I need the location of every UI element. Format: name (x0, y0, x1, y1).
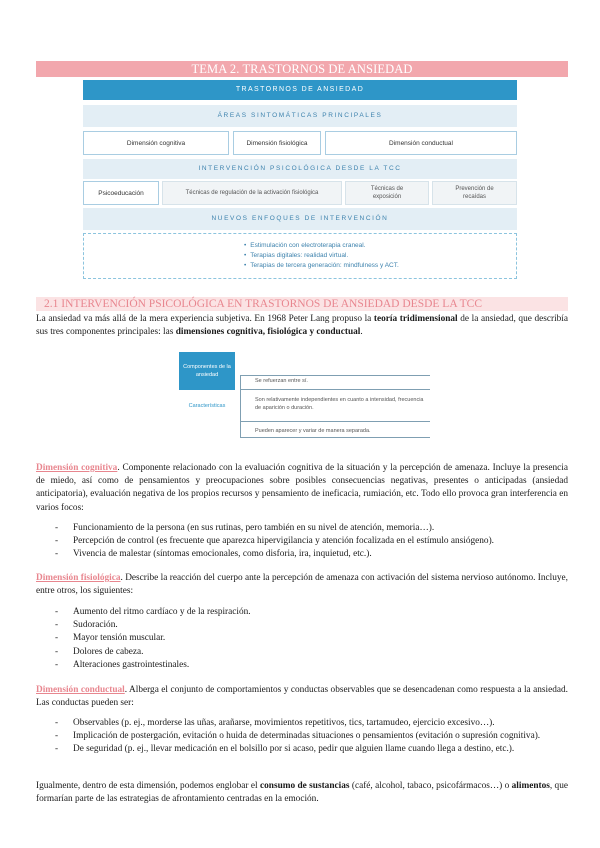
list-item: - Alteraciones gastrointestinales. (36, 659, 568, 672)
characteristic-row: Son relativamente independientes en cuanto a intensidad, frecuencia de aparición o duración. (255, 397, 424, 411)
intervention-exposicion: Técnicas de exposición (345, 181, 429, 205)
components-box: Componentes de la ansiedad (179, 352, 235, 390)
list-item: - Implicación de postergación, evitación o huida de determinadas situaciones o pensamientos (evitación o supresión cognitiva). (36, 730, 568, 743)
intro-paragraph (36, 313, 568, 339)
new-approach-item: • Estimulación con electroterapia craneal. (244, 241, 399, 251)
intervention-psicoeducacion: Psicoeducación (83, 181, 159, 205)
fisiologica-text: . Describe la reacción del cuerpo ante la percepción de amenaza con activación del sistema nervioso autónomo. Incluye, entre otros, los siguientes: (36, 573, 568, 597)
area-conductual: Dimensión conductual (325, 131, 517, 155)
divider (240, 389, 430, 390)
closing-paragraph (36, 780, 568, 806)
divider (240, 375, 430, 376)
new-approaches-box (83, 233, 517, 279)
intervention-regulacion: Técnicas de regulación de la activación fisiológica (162, 181, 342, 205)
list-item: - Vivencia de malestar (síntomas emocionales, como disforia, ira, inquietud, etc.). (36, 548, 568, 561)
closing-text: , que formarían parte de las estrategias de afrontamiento centradas en la emoción. (36, 781, 568, 805)
conductual-paragraph (36, 684, 568, 710)
characteristic-row: Se refuerzan entre sí. (255, 378, 308, 384)
section-heading: 2.1 INTERVENCIÓN PSICOLÓGICA EN TRASTORNOS DE ANSIEDAD DESDE LA TCC (36, 297, 568, 311)
new-approach-item: • Terapias de tercera generación: mindfulness y ACT. (244, 261, 399, 271)
diagram-title: TRASTORNOS DE ANSIEDAD (83, 80, 517, 100)
cognitiva-list (36, 522, 568, 562)
intro-text: . (360, 327, 363, 338)
characteristic-row: Pueden aparecer y variar de manera separada. (255, 428, 371, 434)
closing-bold: consumo de sustancias (260, 781, 350, 791)
divider (240, 421, 430, 422)
page-title: TEMA 2. TRASTORNOS DE ANSIEDAD (36, 61, 568, 77)
new-approach-item: • Terapias digitales: realidad virtual. (244, 251, 399, 261)
term-conductual: Dimensión conductual (36, 685, 125, 695)
intervention-recaidas: Prevención de recaídas (432, 181, 517, 205)
area-cognitiva: Dimensión cognitiva (83, 131, 229, 155)
list-item: - Sudoración. (36, 619, 568, 632)
list-item: - Observables (p. ej., morderse las uñas, arañarse, movimientos repetitivos, tics, tartamudeo, ejercicio excesivo…). (36, 717, 568, 730)
list-item: - De seguridad (p. ej., llevar medicación en el bolsillo por si acaso, pedir que alguien llame cuando llega a destino, etc.). (36, 743, 568, 756)
fisiologica-paragraph (36, 572, 568, 598)
bracket (240, 375, 249, 437)
term-fisiologica: Dimensión fisiológica (36, 573, 121, 583)
list-item: - Percepción de control (es frecuente que aparezca hipervigilancia y atención focalizada en el estímulo ansiógeno). (36, 535, 568, 548)
list-item: - Dolores de cabeza. (36, 646, 568, 659)
list-item: - Funcionamiento de la persona (en sus rutinas, pero también en su nivel de atención, memoria…). (36, 522, 568, 535)
conductual-list (36, 717, 568, 757)
new-approaches-label: NUEVOS ENFOQUES DE INTERVENCIÓN (83, 208, 517, 230)
closing-bold: alimentos (511, 781, 550, 791)
areas-label: ÁREAS SINTOMÁTICAS PRINCIPALES (83, 105, 517, 127)
fisiologica-list (36, 606, 568, 672)
cognitiva-paragraph (36, 462, 568, 515)
intro-text: La ansiedad va más allá de la mera experiencia subjetiva. En 1968 Peter Lang propuso la (36, 314, 374, 324)
term-cognitiva: Dimensión cognitiva (36, 463, 118, 473)
area-fisiologica: Dimensión fisiológica (233, 131, 321, 155)
list-item: - Aumento del ritmo cardíaco y de la respiración. (36, 606, 568, 619)
conductual-text: . Alberga el conjunto de comportamientos y conductas observables que se desencadenan como respuesta a la ansiedad. Las conductas pueden ser: (36, 685, 568, 709)
cognitiva-text: . Componente relacionado con la evaluación cognitiva de la situación y la percepción de amenaza. Incluye la presencia de miedo, así como de pensamientos y preocupaciones sobre posibles consecuencias negativas, presentes o anticipadas (ansiedad anticipatoria), evaluación negativa de los propios recursos y pensamiento de ineficacia, rumiación, etc. Todo ello provoca gran interferencia en varios focos: (36, 463, 568, 513)
list-item: - Mayor tensión muscular. (36, 632, 568, 645)
closing-text: (café, alcohol, tabaco, psicofármacos…) o (349, 781, 512, 791)
divider (240, 437, 430, 438)
closing-text: Igualmente, dentro de esta dimensión, podemos englobar el (36, 781, 260, 791)
intervention-label: INTERVENCIÓN PSICOLÓGICA DESDE LA TCC (83, 159, 517, 179)
intro-bold: teoría tridimensional (373, 314, 458, 324)
intro-text: de la ansiedad, que describía sus tres componentes principales: las (36, 314, 569, 338)
characteristics-label: Características (188, 403, 226, 409)
intro-bold: dimensiones cognitiva, fisiológica y conductual (175, 327, 361, 338)
